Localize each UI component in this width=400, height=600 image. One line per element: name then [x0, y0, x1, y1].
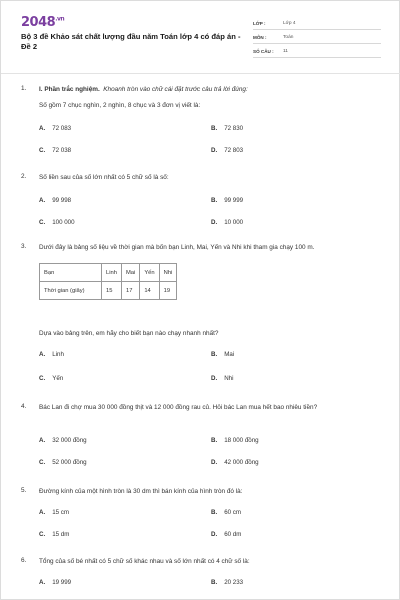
question-number: 1. — [21, 85, 27, 92]
option-c[interactable] — [39, 531, 69, 538]
option-text: 20 233 — [224, 579, 244, 586]
option-label: A. — [39, 437, 46, 444]
option-label: A. — [39, 579, 46, 586]
option-label: A. — [39, 125, 46, 132]
option-b[interactable] — [211, 125, 243, 132]
option-b[interactable] — [211, 437, 259, 444]
option-label: C. — [39, 219, 46, 226]
option-c[interactable] — [39, 147, 71, 154]
option-text: 52 000 đồng — [52, 459, 87, 466]
option-label: D. — [211, 531, 218, 538]
option-d[interactable] — [211, 147, 243, 154]
section-instruction: Khoanh tròn vào chữ cái đặt trước câu trả lời đúng: — [103, 86, 248, 93]
page-title: Bộ 3 đề Khảo sát chất lượng đầu năm Toán lớp 4 có đáp án - Đề 2 — [21, 32, 241, 51]
option-a[interactable] — [39, 351, 64, 358]
table-cell: Thời gian (giây) — [40, 282, 102, 300]
option-b[interactable] — [211, 197, 243, 204]
option-text: 72 830 — [224, 125, 244, 132]
option-b[interactable] — [211, 509, 241, 516]
meta-row-question-count — [253, 45, 381, 58]
table-row — [40, 282, 177, 300]
option-a[interactable] — [39, 509, 69, 516]
option-text: 72 083 — [52, 125, 72, 132]
option-label: C. — [39, 375, 46, 382]
question-text: Đường kính của một hình tròn là 30 dm thì bán kính của hình tròn đó là: — [39, 488, 243, 495]
option-label: A. — [39, 197, 46, 204]
option-label: A. — [39, 509, 46, 516]
question-number: 6. — [21, 557, 27, 564]
option-text: 60 cm — [224, 509, 242, 516]
data-table — [39, 263, 177, 300]
meta-key: MÔN : — [253, 34, 267, 40]
option-text: 32 000 đồng — [52, 437, 87, 444]
question-followup-text: Dựa vào bảng trên, em hãy cho biết bạn nào chạy nhanh nhất? — [39, 330, 219, 337]
logo-suffix: .vn — [55, 15, 65, 23]
option-text: 99 998 — [52, 197, 72, 204]
option-text: Yến — [52, 375, 64, 382]
option-text: Mai — [224, 351, 235, 358]
option-text: 100 000 — [52, 219, 75, 226]
question-number: 4. — [21, 403, 27, 410]
option-d[interactable] — [211, 531, 241, 538]
table-cell: Mai — [121, 264, 139, 282]
option-label: B. — [211, 125, 218, 132]
section-title: I. Phần trắc nghiệm. — [39, 86, 100, 93]
meta-key: SỐ CÂU : — [253, 48, 274, 54]
meta-key: LỚP : — [253, 20, 266, 26]
table-header-row — [40, 264, 177, 282]
option-a[interactable] — [39, 579, 71, 586]
option-label: A. — [39, 351, 46, 358]
question-number: 2. — [21, 173, 27, 180]
option-a[interactable] — [39, 437, 87, 444]
option-text: Nhi — [224, 375, 234, 382]
question-text: Tổng của số bé nhất có 5 chữ số khác nhau và số lớn nhất có 4 chữ số là: — [39, 558, 250, 565]
exam-meta — [253, 17, 381, 59]
question-text: Dưới đây là bảng số liệu về thời gian mà bốn bạn Linh, Mai, Yến và Nhi khi tham gia chạy 100 m. — [39, 244, 315, 251]
option-text: 72 038 — [52, 147, 72, 154]
option-c[interactable] — [39, 219, 75, 226]
option-text: 99 999 — [224, 197, 244, 204]
option-c[interactable] — [39, 375, 63, 382]
option-label: B. — [211, 351, 218, 358]
option-a[interactable] — [39, 125, 71, 132]
table-cell: 14 — [140, 282, 159, 300]
option-label: B. — [211, 509, 218, 516]
option-text: 15 dm — [52, 531, 70, 538]
option-d[interactable] — [211, 219, 243, 226]
table-cell: 15 — [102, 282, 122, 300]
option-label: C. — [39, 459, 46, 466]
option-b[interactable] — [211, 351, 234, 358]
option-text: 19 999 — [52, 579, 72, 586]
table-cell: 19 — [159, 282, 177, 300]
table-cell: Yến — [140, 264, 159, 282]
header-divider — [1, 73, 400, 74]
option-text: 10 000 — [224, 219, 244, 226]
option-text: 15 cm — [52, 509, 70, 516]
meta-row-subject — [253, 31, 381, 44]
table-cell: Bạn — [40, 264, 102, 282]
question-number: 3. — [21, 243, 27, 250]
option-label: C. — [39, 147, 46, 154]
option-d[interactable] — [211, 375, 233, 382]
option-label: D. — [211, 147, 218, 154]
meta-value: Toán — [283, 34, 294, 40]
question-text: Số gồm 7 chục nghìn, 2 nghìn, 8 chục và 3 đơn vị viết là: — [39, 102, 201, 109]
table-cell: Linh — [102, 264, 122, 282]
site-logo[interactable] — [21, 15, 64, 30]
meta-value: Lớp 4 — [283, 20, 296, 26]
option-text: 60 dm — [224, 531, 242, 538]
meta-value: 11 — [283, 48, 288, 54]
option-label: B. — [211, 197, 218, 204]
question-text: Số liền sau của số lớn nhất có 5 chữ số là số: — [39, 174, 169, 181]
option-c[interactable] — [39, 459, 87, 466]
option-label: C. — [39, 531, 46, 538]
section-heading — [39, 85, 379, 95]
table-cell: 17 — [121, 282, 139, 300]
option-a[interactable] — [39, 197, 71, 204]
meta-row-class — [253, 17, 381, 30]
option-b[interactable] — [211, 579, 243, 586]
question-number: 5. — [21, 487, 27, 494]
option-text: 42 000 đồng — [224, 459, 259, 466]
option-label: B. — [211, 579, 218, 586]
question-text: Bác Lan đi chợ mua 30 000 đồng thịt và 12 000 đồng rau củ. Hỏi bác Lan mua hết bao nhiêu tiền? — [39, 404, 318, 411]
table-cell: Nhi — [159, 264, 177, 282]
option-text: 72 803 — [224, 147, 244, 154]
option-label: D. — [211, 459, 218, 466]
option-label: B. — [211, 437, 218, 444]
logo-text: 2048 — [21, 15, 56, 30]
option-label: D. — [211, 219, 218, 226]
option-text: Linh — [52, 351, 64, 358]
option-d[interactable] — [211, 459, 259, 466]
header — [21, 15, 381, 63]
option-label: D. — [211, 375, 218, 382]
option-text: 18 000 đồng — [224, 437, 259, 444]
